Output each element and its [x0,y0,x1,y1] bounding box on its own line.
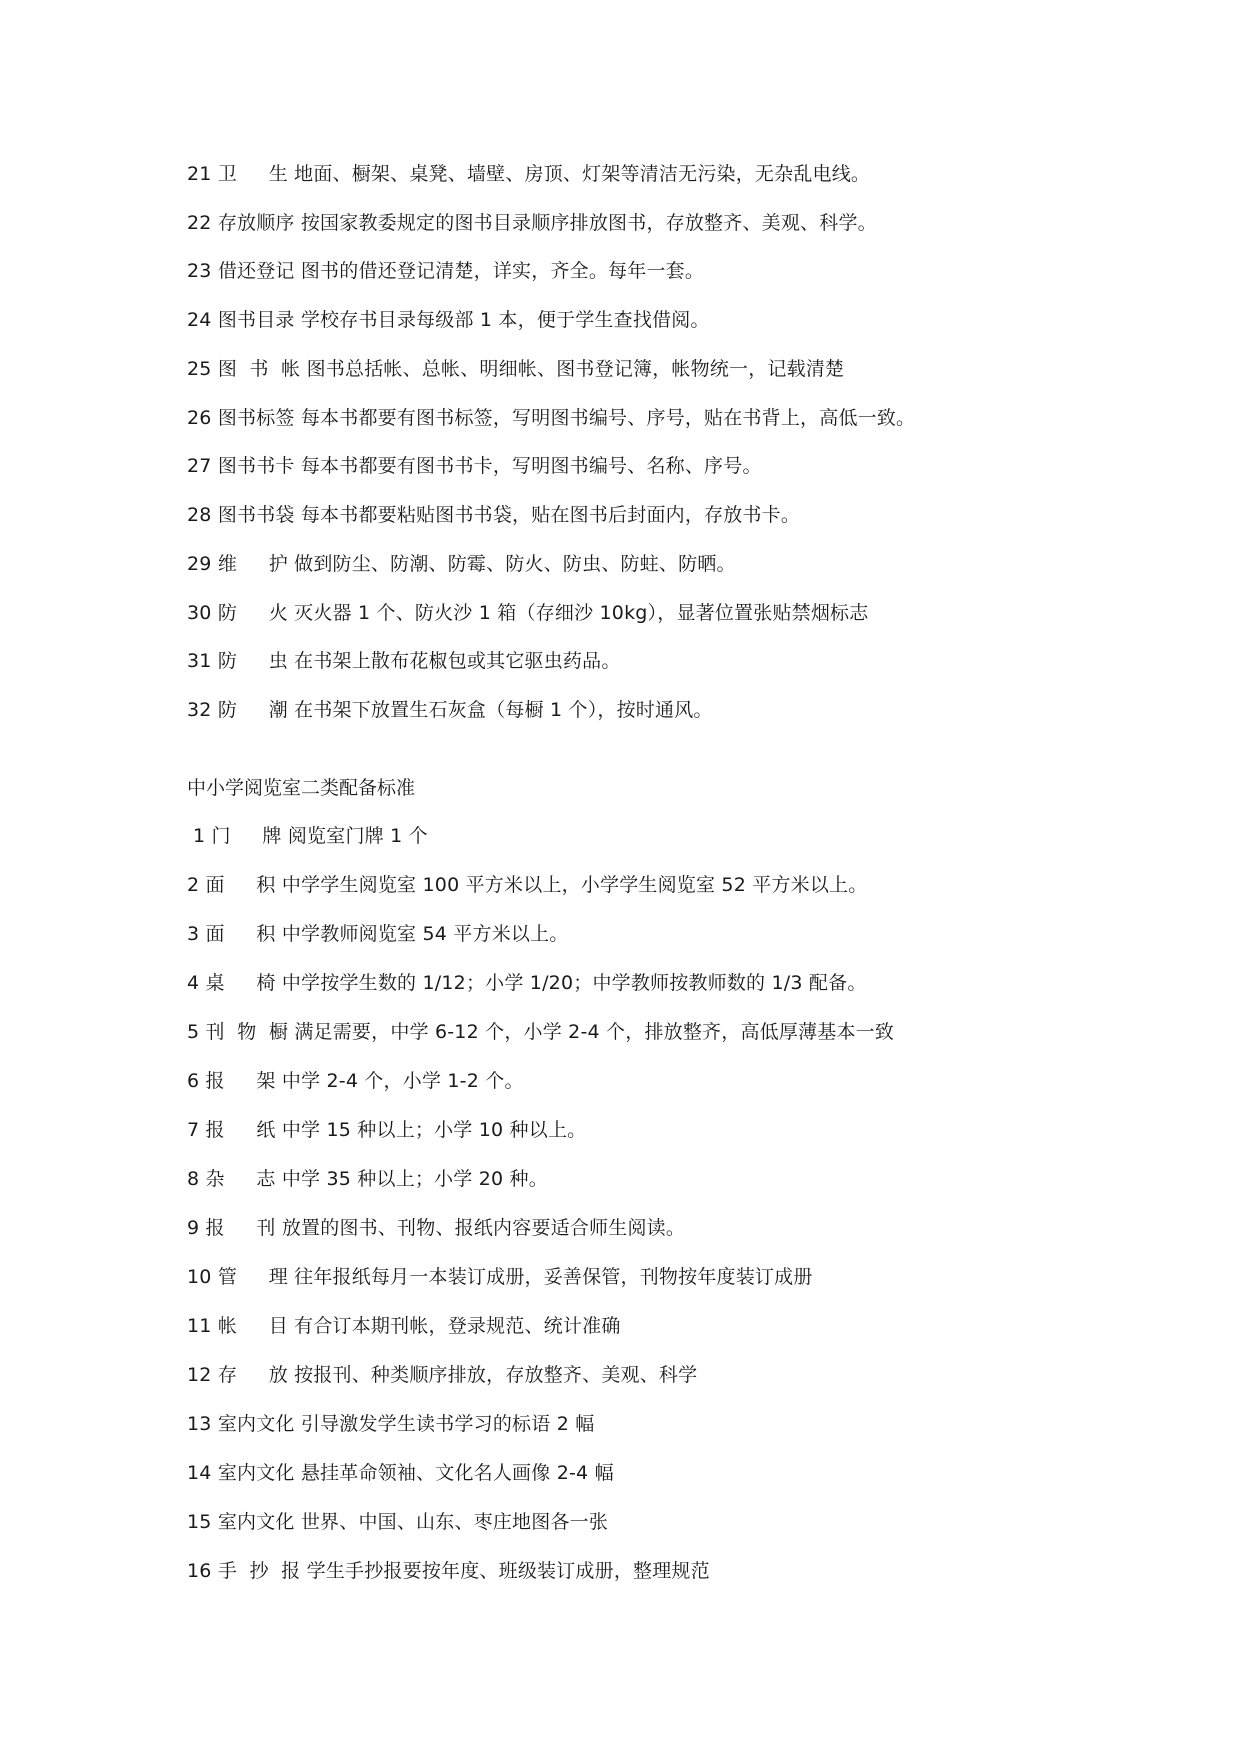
list-item: 29 维 护 做到防尘、防潮、防霉、防火、防虫、防蛀、防晒。 [187,553,736,575]
list-item: 11 帐 目 有合订本期刊帐，登录规范、统计准确 [187,1315,621,1337]
list-item: 13 室内文化 引导激发学生读书学习的标语 2 幅 [187,1413,595,1435]
list-item: 31 防 虫 在书架上散布花椒包或其它驱虫药品。 [187,650,621,672]
list-item: 8 杂 志 中学 35 种以上；小学 20 种。 [187,1168,548,1190]
list-item: 16 手 抄 报 学生手抄报要按年度、班级装订成册，整理规范 [187,1560,710,1582]
list-item: 3 面 积 中学教师阅览室 54 平方米以上。 [187,923,569,945]
list-item: 14 室内文化 悬挂革命领袖、文化名人画像 2-4 幅 [187,1462,614,1484]
list-item: 28 图书书袋 每本书都要粘贴图书书袋，贴在图书后封面内，存放书卡。 [187,504,801,526]
list-item: 26 图书标签 每本书都要有图书标签，写明图书编号、序号，贴在书背上，高低一致。 [187,407,916,429]
list-item: 10 管 理 往年报纸每月一本装订成册，妥善保管，刊物按年度装订成册 [187,1266,813,1288]
list-item: 7 报 纸 中学 15 种以上；小学 10 种以上。 [187,1119,587,1141]
list-item: 15 室内文化 世界、中国、山东、枣庄地图各一张 [187,1511,609,1533]
list-item: 2 面 积 中学学生阅览室 100 平方米以上，小学学生阅览室 52 平方米以上。 [187,874,868,896]
list-item: 27 图书书卡 每本书都要有图书书卡，写明图书编号、名称、序号。 [187,455,762,477]
list-item: 23 借还登记 图书的借还登记清楚，详实，齐全。每年一套。 [187,260,705,282]
list-item: 5 刊 物 橱 满足需要，中学 6-12 个，小学 2-4 个，排放整齐，高低厚薄基本一致 [187,1021,895,1043]
list-item: 25 图 书 帐 图书总括帐、总帐、明细帐、图书登记簿，帐物统一，记载清楚 [187,358,845,380]
list-item: 6 报 架 中学 2-4 个，小学 1-2 个。 [187,1070,524,1092]
list-item: 30 防 火 灭火器 1 个、防火沙 1 箱（存细沙 10kg），显著位置张贴禁烟标志 [187,602,869,624]
list-item: 24 图书目录 学校存书目录每级部 1 本，便于学生查找借阅。 [187,309,710,331]
list-item: 4 桌 椅 中学按学生数的 1/12；小学 1/20；中学教师按教师数的 1/3 配备。 [187,972,867,994]
list-item: 32 防 潮 在书架下放置生石灰盒（每橱 1 个），按时通风。 [187,699,713,721]
list-item: 21 卫 生 地面、橱架、桌凳、墙壁、房顶、灯架等清洁无污染，无杂乱电线。 [187,163,871,185]
section-title: 中小学阅览室二类配备标准 [187,777,416,799]
list-item: 1 门 牌 阅览室门牌 1 个 [193,825,428,847]
list-item: 9 报 刊 放置的图书、刊物、报纸内容要适合师生阅读。 [187,1217,686,1239]
list-item: 12 存 放 按报刊、种类顺序排放，存放整齐、美观、科学 [187,1364,698,1386]
list-item: 22 存放顺序 按国家教委规定的图书目录顺序排放图书，存放整齐、美观、科学。 [187,212,877,234]
